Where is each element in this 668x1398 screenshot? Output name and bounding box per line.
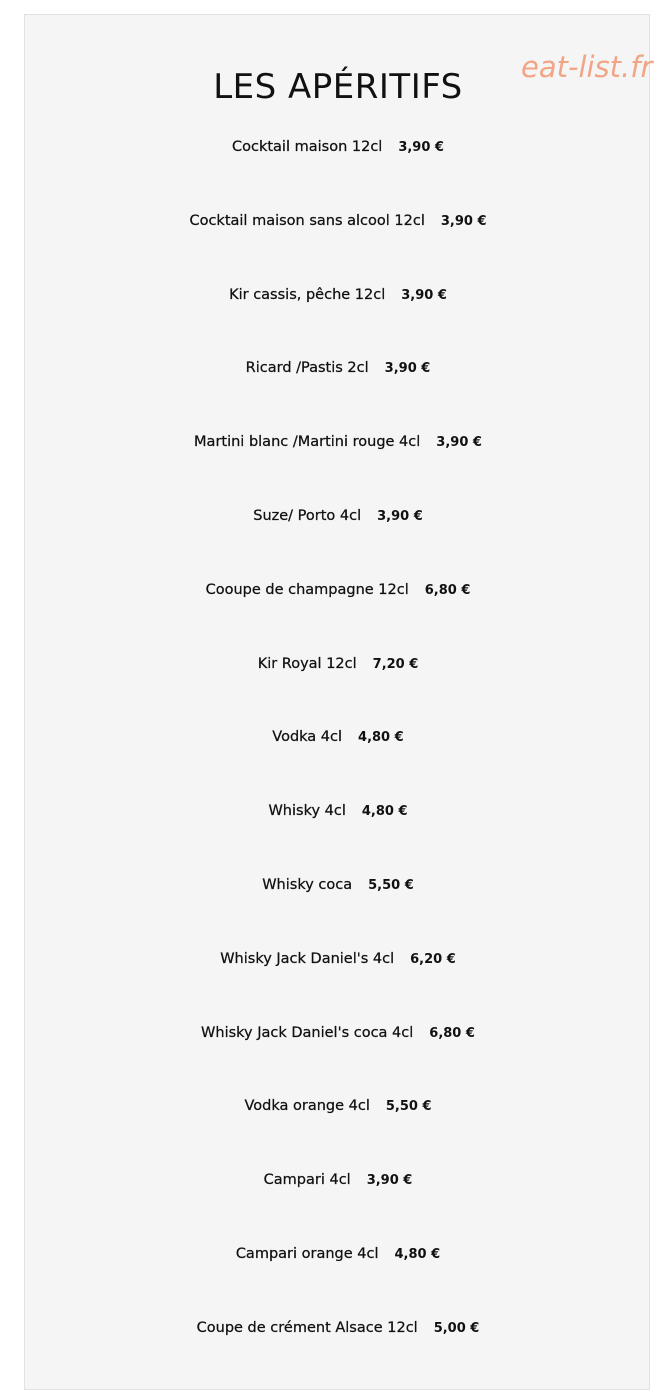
menu-item xyxy=(0,421,668,495)
menu-item xyxy=(0,1233,668,1307)
menu-item-name: Campari orange 4cl xyxy=(235,1245,379,1262)
menu-item-price: 3,90 € xyxy=(384,361,431,377)
menu-item-price: 4,80 € xyxy=(361,804,408,820)
watermark-logo: eat-list.fr xyxy=(521,50,653,84)
menu-item-name: Vodka 4cl xyxy=(272,729,343,746)
menu-item xyxy=(0,126,668,200)
menu-item-name: Cocktail maison sans alcool 12cl xyxy=(189,212,425,229)
menu-item-name: Martini blanc /Martini rouge 4cl xyxy=(194,434,421,451)
menu-item-price: 6,80 € xyxy=(429,1025,475,1041)
menu-item-name: Campari 4cl xyxy=(263,1172,351,1189)
menu-item-price: 3,90 € xyxy=(398,140,444,155)
menu-item xyxy=(0,1085,668,1159)
menu-item-price: 3,90 € xyxy=(440,213,487,229)
menu-item-price: 3,90 € xyxy=(436,435,482,451)
menu-item-name: Cooupe de champagne 12cl xyxy=(205,581,409,598)
menu-item xyxy=(0,569,668,643)
menu-item xyxy=(0,495,668,569)
menu-item-price: 7,20 € xyxy=(372,656,419,672)
menu-item xyxy=(0,790,668,864)
menu-item xyxy=(0,643,668,717)
menu-item xyxy=(0,1012,668,1086)
menu-item-name: Whisky coca xyxy=(262,876,353,893)
menu-item-name: Suze/ Porto 4cl xyxy=(253,507,362,524)
menu-item xyxy=(0,1307,668,1381)
menu-item-price: 3,90 € xyxy=(377,508,423,524)
menu-item-name: Coupe de crément Alsace 12cl xyxy=(196,1319,418,1336)
menu-item-name: Kir cassis, pêche 12cl xyxy=(229,286,386,303)
menu-item-price: 4,80 € xyxy=(394,1246,441,1262)
menu-item xyxy=(0,938,668,1012)
menu-item-price: 3,90 € xyxy=(366,1173,413,1189)
menu-item xyxy=(0,200,668,274)
menu-item-name: Whisky Jack Daniel's 4cl xyxy=(220,950,395,967)
menu-item-price: 6,80 € xyxy=(424,582,471,598)
menu-item-name: Whisky Jack Daniel's coca 4cl xyxy=(201,1024,414,1041)
menu-title: LES APÉRITIFS xyxy=(213,67,463,107)
menu-item-price: 5,00 € xyxy=(433,1320,480,1336)
menu-item-price: 5,50 € xyxy=(385,1099,432,1115)
menu-item xyxy=(0,864,668,938)
menu-item-name: Ricard /Pastis 2cl xyxy=(245,360,369,377)
menu-item xyxy=(0,716,668,790)
menu-item-name: Kir Royal 12cl xyxy=(257,655,357,672)
menu-item-price: 6,20 € xyxy=(410,951,456,967)
menu-item xyxy=(0,274,668,348)
menu-item xyxy=(0,347,668,421)
menu-item-name: Whisky 4cl xyxy=(268,803,346,820)
menu-item-price: 3,90 € xyxy=(401,287,447,303)
menu-item-name: Vodka orange 4cl xyxy=(244,1098,370,1115)
menu-item-name: Cocktail maison 12cl xyxy=(232,139,383,155)
menu-item-price: 5,50 € xyxy=(368,877,414,893)
menu-list xyxy=(0,126,668,1381)
menu-item-price: 4,80 € xyxy=(358,730,404,746)
menu-item xyxy=(0,1159,668,1233)
